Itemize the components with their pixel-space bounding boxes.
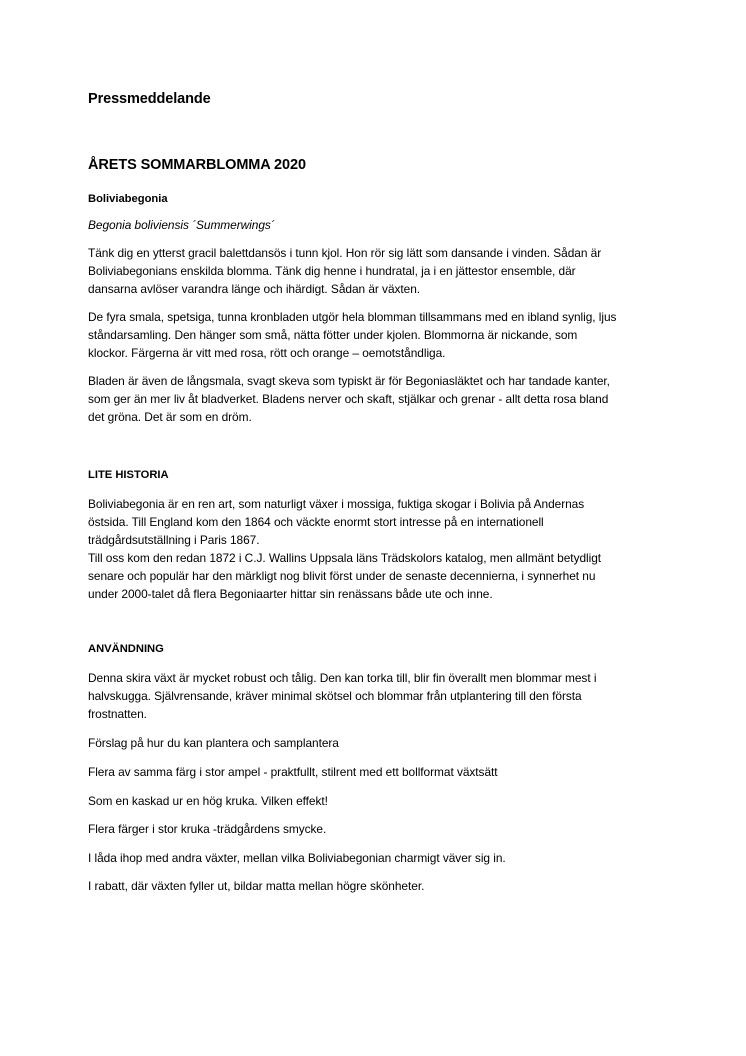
latin-name: Begonia boliviensis ´Summerwings´ [88,218,275,232]
usage-item: Flera av samma färg i stor ampel - praktfullt, stilrent med ett bollformat växtsätt [88,765,498,779]
text-line: De fyra smala, spetsiga, tunna kronbladen utgör hela blomman tillsammans med en ibland synlig, ljus [88,310,617,324]
text-line: senare och populär har den märkligt nog blivit först under de senaste decennierna, i synnerhet nu [88,569,596,583]
document-title: ÅRETS SOMMARBLOMMA 2020 [88,157,306,173]
text-line: klockor. Färgerna är vitt med rosa, rött och orange – oemotståndliga. [88,346,446,360]
text-line: som ger än mer liv åt bladverket. Bladens nerver och skaft, stjälkar och grenar - allt detta rosa bland [88,392,609,406]
text-line: Tänk dig en ytterst gracil balettdansös i tunn kjol. Hon rör sig lätt som dansande i vinden. Sådan är [88,246,602,260]
history-heading: LITE HISTORIA [88,469,169,481]
intro-paragraph-2 [88,308,616,362]
usage-item: Flera färger i stor kruka -trädgårdens smycke. [88,822,327,836]
subtitle: Boliviabegonia [88,193,168,205]
usage-item: Som en kaskad ur en hög kruka. Vilken effekt! [88,794,328,808]
usage-item: Förslag på hur du kan plantera och samplantera [88,736,339,750]
text-line: dansarna avlöser varandra länge och ihärdigt. Sådan är växten. [88,282,421,296]
usage-item: I rabatt, där växten fyller ut, bildar matta mellan högre skönheter. [88,879,425,893]
text-line: Boliviabegonia är en ren art, som naturligt växer i mossiga, fuktiga skogar i Bolivia på Andernas [88,497,585,511]
text-line: Bladen är även de långsmala, svagt skeva som typiskt är för Begoniasläktet och har tandade kanter, [88,374,610,388]
usage-heading: ANVÄNDNING [88,643,164,655]
text-line: Boliviabegonians enskilda blomma. Tänk dig henne i hundratal, ja i en jättestor ensemble, där [88,264,576,278]
text-line: östsida. Till England kom den 1864 och väckte enormt stort intresse på en internationell [88,515,544,529]
text-line: det gröna. Det är som en dröm. [88,410,252,424]
intro-paragraph-3 [88,372,610,426]
usage-intro-paragraph [88,669,596,723]
text-line: Denna skira växt är mycket robust och tålig. Den kan torka till, blir fin överallt men blommar mest i [88,671,597,685]
text-line: frostnatten. [88,707,147,721]
usage-item: I låda ihop med andra växter, mellan vilka Boliviabegonian charmigt väver sig in. [88,851,506,865]
history-paragraph [88,495,601,603]
text-line: trädgårdsutställning i Paris 1867. [88,533,260,547]
text-line: under 2000-talet då flera Begoniaarter hittar sin renässans både ute och inne. [88,587,493,601]
text-line: Till oss kom den redan 1872 i C.J. Wallins Uppsala läns Trädskolors katalog, men allmänt betydligt [88,551,602,565]
text-line: ståndarsamling. Den hänger som små, nätta fötter under kjolen. Blommorna är nickande, som [88,328,578,342]
intro-paragraph-1 [88,244,601,298]
press-heading: Pressmeddelande [88,91,211,107]
text-line: halvskugga. Självrensande, kräver minimal skötsel och blommar från utplantering till den första [88,689,582,703]
